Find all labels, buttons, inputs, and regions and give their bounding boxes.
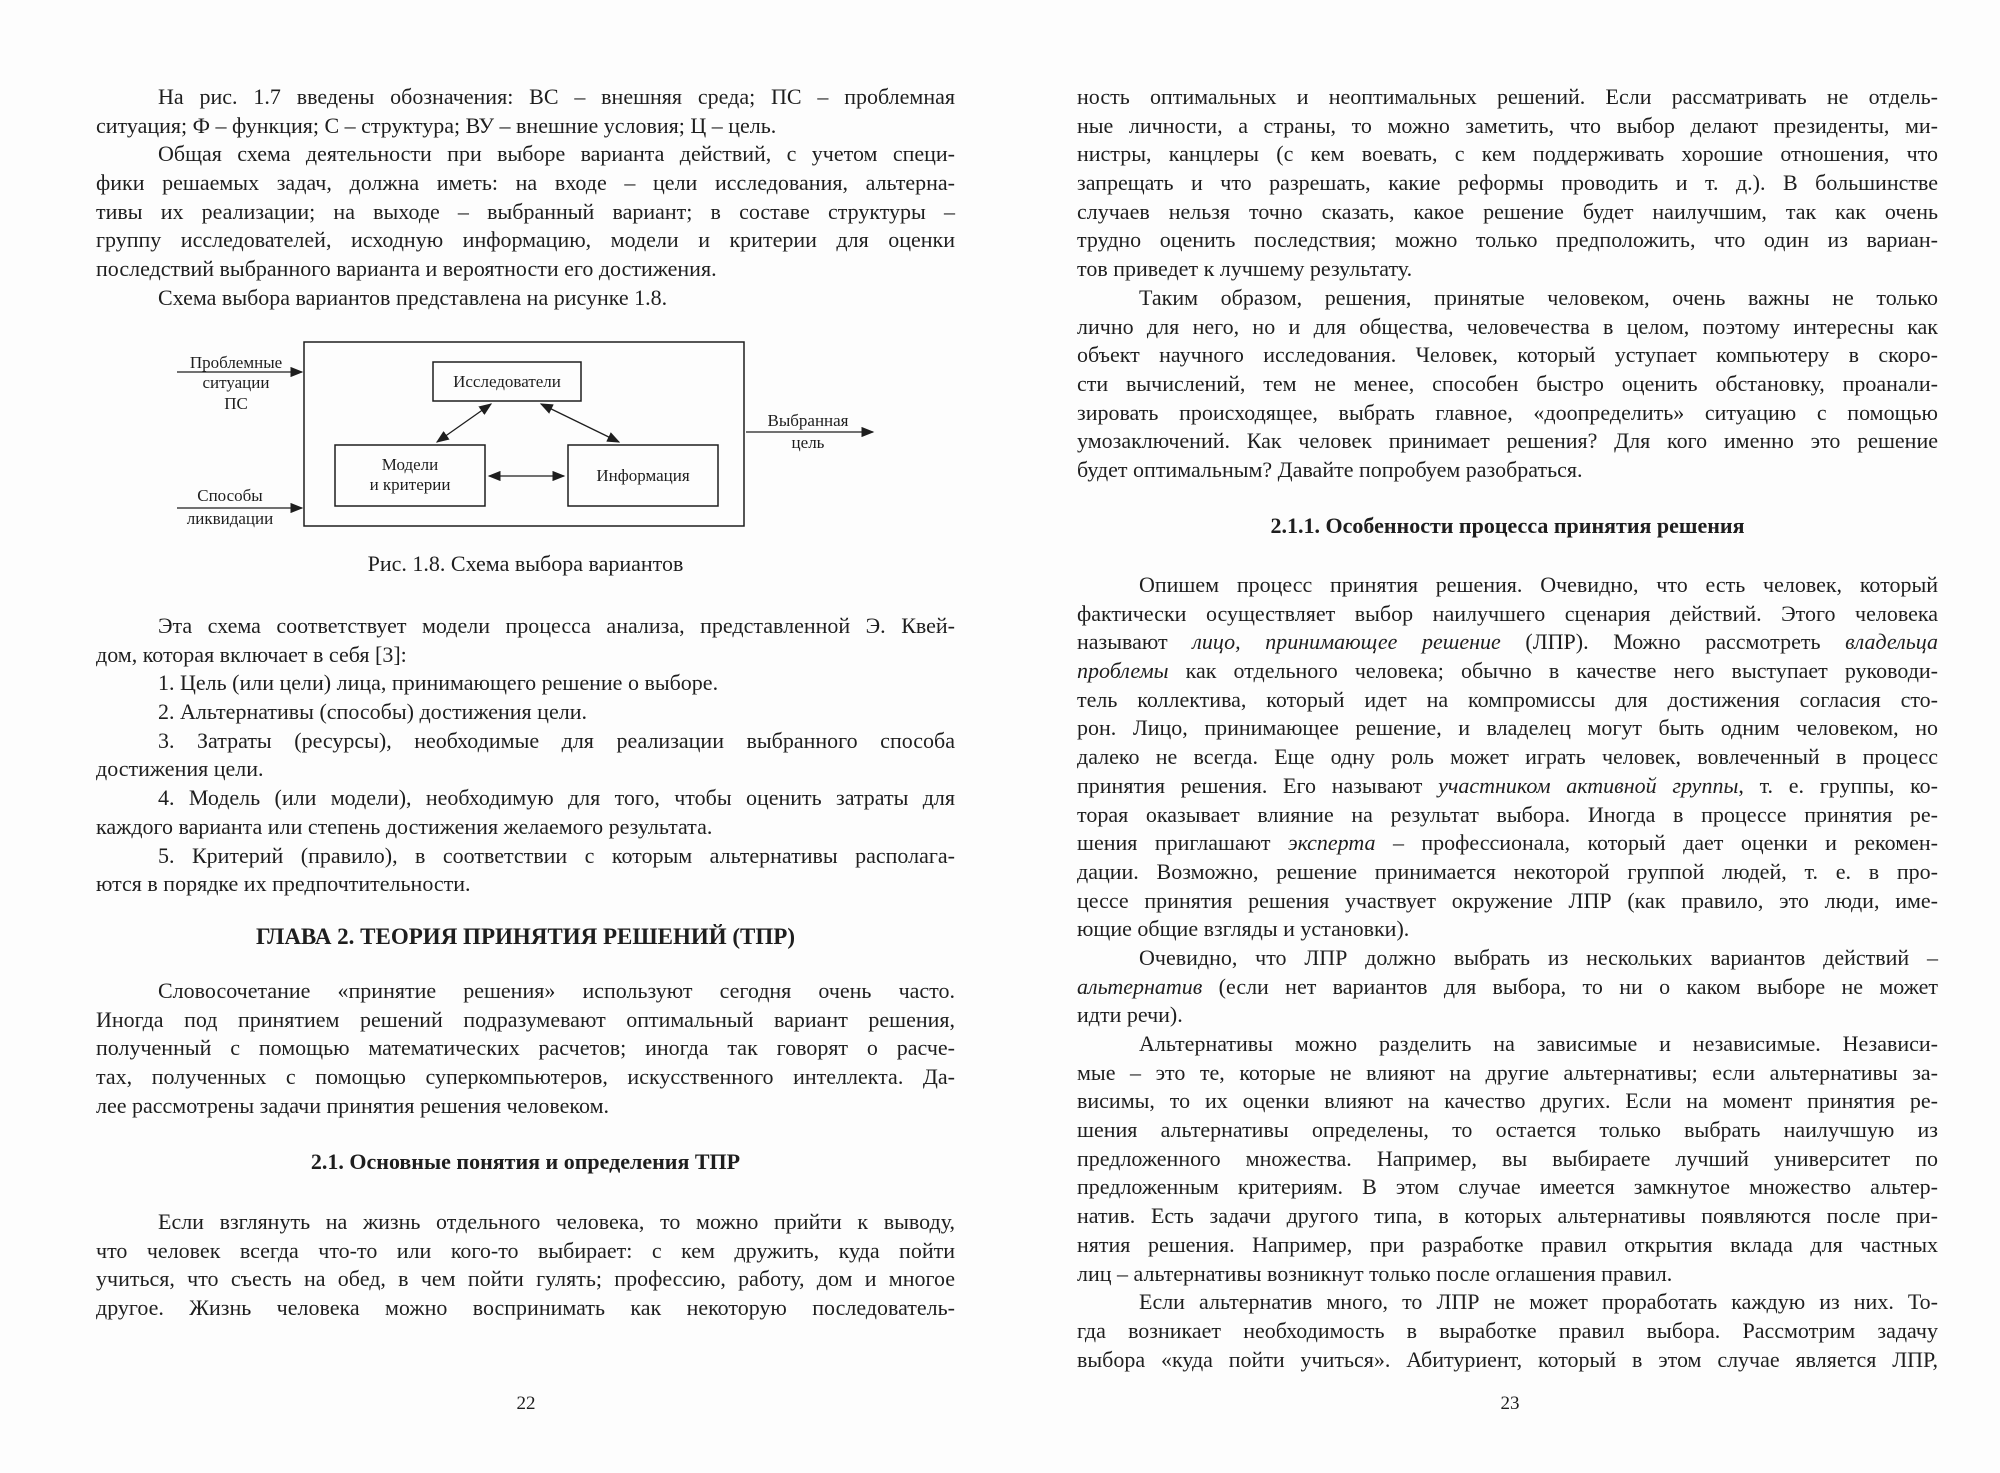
- input-label: ситуации: [202, 373, 270, 392]
- text-line: висимы, то их оценки влияют на качество других. Если на момент принятия ре-: [1077, 1088, 1938, 1114]
- italic-term: альтернатив: [1077, 973, 1203, 999]
- text-line: тивы их реализации; на выходе – выбранный вариант; в составе структуры –: [96, 198, 955, 224]
- text-line: умозаключений. Как человек принимает решения? Для кого именно это решение: [1077, 428, 1938, 454]
- figure-caption: Рис. 1.8. Схема выбора вариантов: [367, 551, 684, 576]
- section-heading: 2.1. Основные понятия и определения ТПР: [310, 1149, 741, 1174]
- text-line: ситуация; Ф – функция; С – структура; ВУ – внешние условия; Ц – цель.: [96, 112, 777, 138]
- text-line: гда возникает необходимость в выработке правил выбора. Рассмотрим задачу: [1077, 1317, 1938, 1343]
- text-line: группу исследователей, исходную информацию, модели и критерии для оценки: [96, 227, 955, 253]
- text-line: последствий выбранного варианта и вероятности его достижения.: [96, 256, 717, 282]
- text-segment: (ЛПР). Можно рассмотреть: [1500, 629, 1846, 655]
- text-line: цессе принятия решения участвует окружение ЛПР (как правило, это люди, име-: [1077, 887, 1938, 913]
- text-line: тель коллектива, который идет на компромиссы для достижения согласия сто-: [1077, 686, 1938, 712]
- text-line: трудно оценить последствия; можно только предположить, что один из вариан-: [1077, 227, 1938, 253]
- text-line: тов приведет к лучшему результату.: [1077, 256, 1413, 282]
- text-line: [1077, 657, 1938, 686]
- text-line: Таким образом, решения, принятые человеком, очень важны не только: [1139, 284, 1938, 310]
- text-block: [96, 612, 955, 899]
- text-line: выбора «куда пойти учиться». Абитуриент, который в этом случае является ЛПР,: [1077, 1346, 1938, 1372]
- italic-term: эксперта: [1287, 830, 1376, 856]
- page-right: [1000, 0, 2000, 1473]
- models-label: и критерии: [369, 475, 451, 494]
- text-line: каждого варианта или степень достижения желаемого результата.: [96, 813, 713, 839]
- text-line: На рис. 1.7 введены обозначения: ВС – внешняя среда; ПС – проблемная: [158, 84, 955, 109]
- text-block: [96, 83, 955, 313]
- text-block: [96, 1208, 955, 1323]
- text-line: Альтернативы можно разделить на зависимые и независимые. Независи-: [1139, 1031, 1938, 1056]
- text-line: ность оптимальных и неоптимальных решений. Если рассматривать не отдель-: [1077, 84, 1938, 109]
- text-line: 5. Критерий (правило), в соответствии с которым альтернативы располага-: [158, 842, 955, 868]
- figure-diagram: [160, 330, 900, 540]
- text-line: 1. Цель (или цели) лица, принимающего решение о выборе.: [158, 670, 719, 696]
- text-line: рон. Лицо, принимающее решение, и владелец могут быть одним человеком, но: [1077, 715, 1938, 741]
- text-line: [1077, 973, 1938, 1002]
- text-line: фактически осуществляет выбор наилучшего сценария действий. Этого человека: [1077, 600, 1938, 626]
- text-line: фики решаемых задач, должна иметь: на входе – цели исследования, альтерна-: [96, 170, 955, 196]
- input-label: Способы: [197, 486, 263, 505]
- text-segment: называют: [1077, 629, 1193, 655]
- text-segment: , т. е. группы, ко-: [1738, 772, 1938, 798]
- italic-term: владельца: [1845, 629, 1938, 655]
- text-line: Если взглянуть на жизнь отдельного человека, то можно прийти к выводу,: [158, 1209, 955, 1234]
- text-block: [1077, 571, 1938, 1374]
- chapter-heading: ГЛАВА 2. ТЕОРИЯ ПРИНЯТИЯ РЕШЕНИЙ (ТПР): [256, 924, 795, 949]
- subsection-heading: 2.1.1. Особенности процесса принятия решения: [1270, 513, 1745, 538]
- italic-term: проблемы: [1077, 658, 1169, 684]
- input-label: ПС: [224, 394, 248, 413]
- text-line: нятия решения. Например, при разработке правил открытия вклада для частных: [1077, 1231, 1938, 1257]
- text-segment: – профессионала, который дает оценки и рекомен-: [1375, 830, 1938, 856]
- text-segment: как отдельного человека; обычно в качестве него выступает руководи-: [1168, 658, 1938, 684]
- text-line: случаев нельзя точно сказать, какое решение будет наилучшим, так как очень: [1077, 198, 1938, 224]
- text-line: учиться, что съесть на обед, в чем пойти гулять; профессию, работу, дом и многое: [96, 1266, 955, 1292]
- information-label: Информация: [596, 466, 690, 485]
- text-line: нистры, канцлеры (с кем воевать, с кем поддерживать хорошие отношения, что: [1077, 141, 1938, 167]
- text-line: мые – это те, которые не влияют на другие альтернативы; если альтернативы за-: [1077, 1059, 1938, 1085]
- text-line: идти речи).: [1077, 1002, 1183, 1028]
- text-line: тах, полученных с помощью суперкомпьютеров, искусственного интеллекта. Да-: [96, 1064, 955, 1090]
- text-line: Опишем процесс принятия решения. Очевидно, что есть человек, который: [1139, 572, 1938, 597]
- italic-term: лицо, принимающее решение: [1192, 629, 1501, 655]
- bidirectional-arrow: [541, 404, 619, 442]
- output-label: Выбранная: [767, 411, 849, 430]
- bidirectional-arrow: [437, 404, 491, 442]
- text-line: шения альтернативы определены, то остается только выбрать наилучшую из: [1077, 1117, 1938, 1143]
- text-line: [1077, 772, 1938, 801]
- text-line: Эта схема соответствует модели процесса анализа, представленной Э. Квей-: [158, 613, 955, 638]
- page-number: 23: [1500, 1393, 1520, 1414]
- text-line: Если альтернатив много, то ЛПР не может проработать каждую из них. То-: [1139, 1289, 1938, 1315]
- text-line: лее рассмотрены задачи принятия решения человеком.: [96, 1092, 609, 1118]
- researchers-label: Исследователи: [453, 372, 561, 391]
- text-line: ются в порядке их предпочтительности.: [96, 871, 471, 897]
- text-block: [1077, 83, 1938, 485]
- text-line: Словосочетание «принятие решения» используют сегодня очень часто.: [158, 978, 955, 1003]
- text-line: сти вычислений, тем не менее, способен быстро оценить обстановку, проанали-: [1077, 370, 1938, 396]
- text-line: предложенным критериям. В этом случае имеется замкнутое множество альтер-: [1077, 1174, 1938, 1200]
- text-line: зировать происходящее, выбрать главное, «доопределить» ситуацию с помощью: [1077, 399, 1938, 425]
- text-segment: шения приглашают: [1077, 830, 1288, 856]
- text-line: что человек всегда что-то или кого-то выбирает: с кем дружить, куда пойти: [96, 1237, 955, 1263]
- text-line: 3. Затраты (ресурсы), необходимые для реализации выбранного способа: [158, 727, 955, 753]
- text-line: Общая схема деятельности при выборе варианта действий, с учетом специ-: [158, 141, 955, 167]
- text-line: будет оптимальным? Давайте попробуем разобраться.: [1077, 456, 1583, 482]
- text-line: [1077, 829, 1938, 858]
- text-line: объект научного исследования. Человек, который уступает компьютеру в скоро-: [1077, 342, 1938, 368]
- system-box: [304, 342, 744, 526]
- text-line: 2. Альтернативы (способы) достижения цели.: [158, 699, 587, 725]
- text-line: запрещать и что разрешать, какие реформы проводить и т. д.). В большинстве: [1077, 170, 1938, 196]
- text-segment: (если нет вариантов для выбора, то ни о каком выборе не может: [1202, 973, 1938, 999]
- text-line: достижения цели.: [96, 756, 264, 782]
- text-line: [1077, 628, 1938, 657]
- text-line: ющие общие взгляды и установки).: [1077, 916, 1410, 942]
- text-line: полученный с помощью математических расчетов; иногда так говорят о расче-: [96, 1035, 955, 1061]
- text-line: Иногда под принятием решений подразумевают оптимальный вариант решения,: [96, 1006, 955, 1032]
- text-block: [96, 977, 955, 1120]
- text-line: Схема выбора вариантов представлена на рисунке 1.8.: [158, 284, 668, 310]
- italic-term: участником активной группы: [1438, 772, 1739, 798]
- text-line: Очевидно, что ЛПР должно выбрать из нескольких вариантов действий –: [1139, 944, 1938, 970]
- text-segment: принятия решения. Его называют: [1077, 772, 1439, 798]
- text-line: лиц – альтернативы возникнут только после оглашения правил.: [1077, 1260, 1673, 1286]
- text-line: дации. Возможно, решение принимается некоторой группой людей, т. е. в про-: [1077, 858, 1938, 884]
- text-line: лично для него, но и для общества, человечества в целом, поэтому интересны как: [1077, 313, 1938, 339]
- text-line: дом, которая включает в себя [3]:: [96, 641, 407, 667]
- text-line: другое. Жизнь человека можно воспринимать как некоторую последователь-: [96, 1295, 955, 1321]
- text-line: торая оказывает влияние на результат выбора. Иногда в процессе принятия ре-: [1077, 801, 1938, 827]
- input-label: Проблемные: [189, 353, 283, 372]
- text-line: далеко не всегда. Еще одну роль может играть человек, вовлеченный в процесс: [1077, 744, 1938, 770]
- text-line: 4. Модель (или модели), необходимую для того, чтобы оценить затраты для: [158, 785, 955, 811]
- input-label: ликвидации: [186, 509, 274, 528]
- text-line: натив. Есть задачи другого типа, в которых альтернативы появляются после при-: [1077, 1203, 1938, 1229]
- page-number: 22: [516, 1393, 536, 1414]
- text-line: предложенного множества. Например, вы выбираете лучший университет по: [1077, 1145, 1938, 1171]
- output-label: цель: [791, 433, 825, 452]
- text-line: ные личности, а страны, то можно заметить, что выбор делают президенты, ми-: [1077, 112, 1938, 138]
- models-label: Модели: [381, 455, 439, 474]
